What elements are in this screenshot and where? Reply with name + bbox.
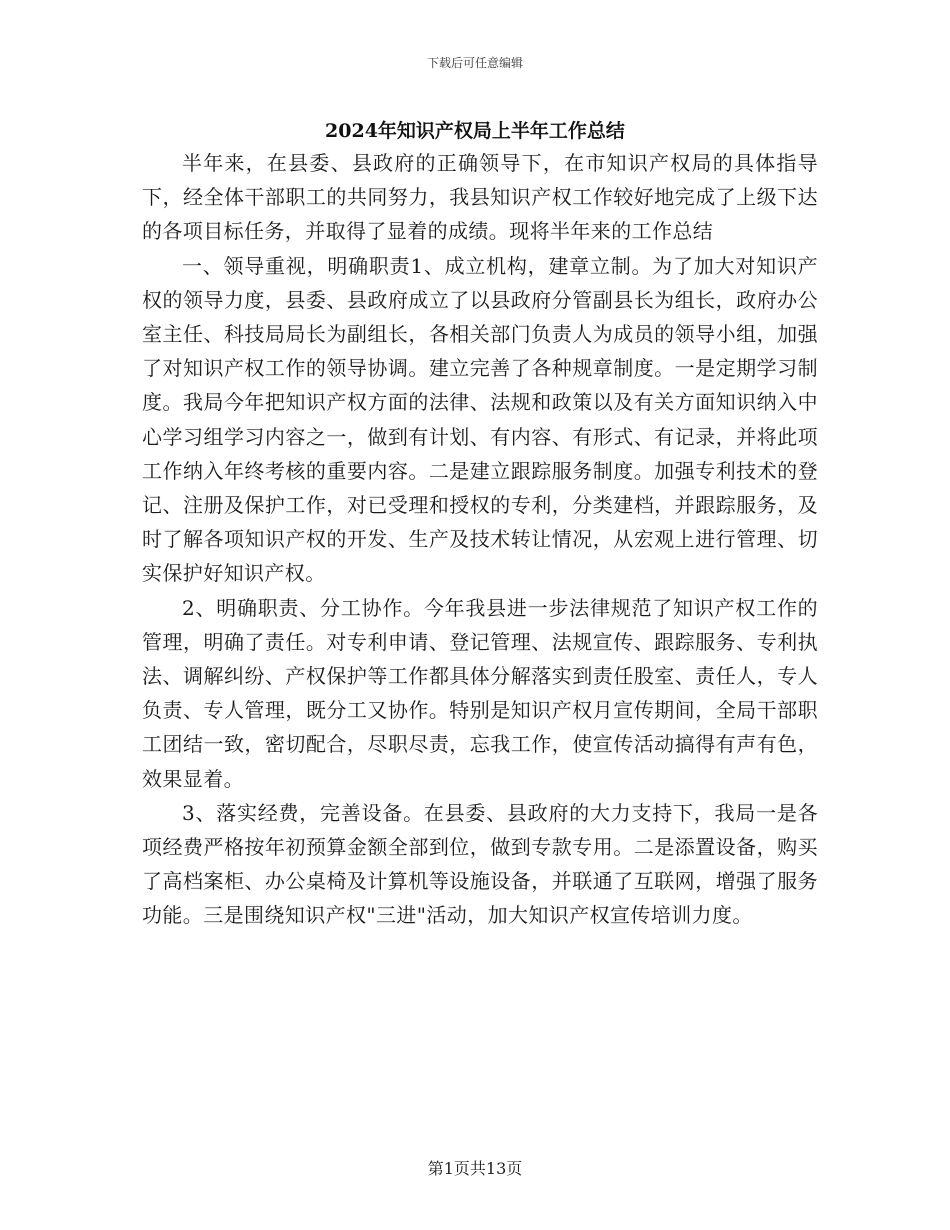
document-body: [142, 146, 818, 933]
document-title: 2024年知识产权局上半年工作总结: [325, 120, 625, 142]
paragraph-section-3: 3、落实经费，完善设备。在县委、县政府的大力支持下，我局一是各项经费严格按年初预算金额全部到位，做到专款专用。二是添置设备，购买了高档案柜、办公桌椅及计算机等设施设备，并联通了互联网，增强了服务功能。三是围绕知识产权"三进"活动，加大知识产权宣传培训力度。: [142, 800, 818, 928]
header-note: 下载后可任意编辑: [426, 56, 523, 70]
paragraph-section-1: 一、领导重视，明确职责1、成立机构，建章立制。为了加大对知识产权的领导力度，县委、县政府成立了以县政府分管副县长为组长，政府办公室主任、科技局局长为副组长，各相关部门负责人为成员的领导小组，加强了对知识产权工作的领导协调。建立完善了各种规章制度。一是定期学习制度。我局今年把知识产权方面的法律、法规和政策以及有关方面知识纳入中心学习组学习内容之一，做到有计划、有内容、有形式、有记录，并将此项工作纳入年终考核的重要内容。二是建立跟踪服务制度。加强专利技术的登记、注册及保护工作，对已受理和授权的专利，分类建档，并跟踪服务，及时了解各项知识产权的开发、生产及技术转让情况，从宏观上进行管理、切实保护好知识产权。: [142, 253, 818, 586]
page-footer: 第1页共13页: [427, 1159, 523, 1178]
paragraph-section-2: 2、明确职责、分工协作。今年我县进一步法律规范了知识产权工作的管理，明确了责任。对专利申请、登记管理、法规宣传、跟踪服务、专利执法、调解纠纷、产权保护等工作都具体分解落实到责任股室、责任人，专人负责、专人管理，既分工又协作。特别是知识产权月宣传期间，全局干部职工团结一致，密切配合，尽职尽责，忘我工作，使宣传活动搞得有声有色，效果显着。: [142, 595, 818, 791]
paragraph-intro: 半年来，在县委、县政府的正确领导下，在市知识产权局的具体指导下，经全体干部职工的共同努力，我县知识产权工作较好地完成了上级下达的各项目标任务，并取得了显着的成绩。现将半年来的工作总结: [142, 151, 818, 244]
